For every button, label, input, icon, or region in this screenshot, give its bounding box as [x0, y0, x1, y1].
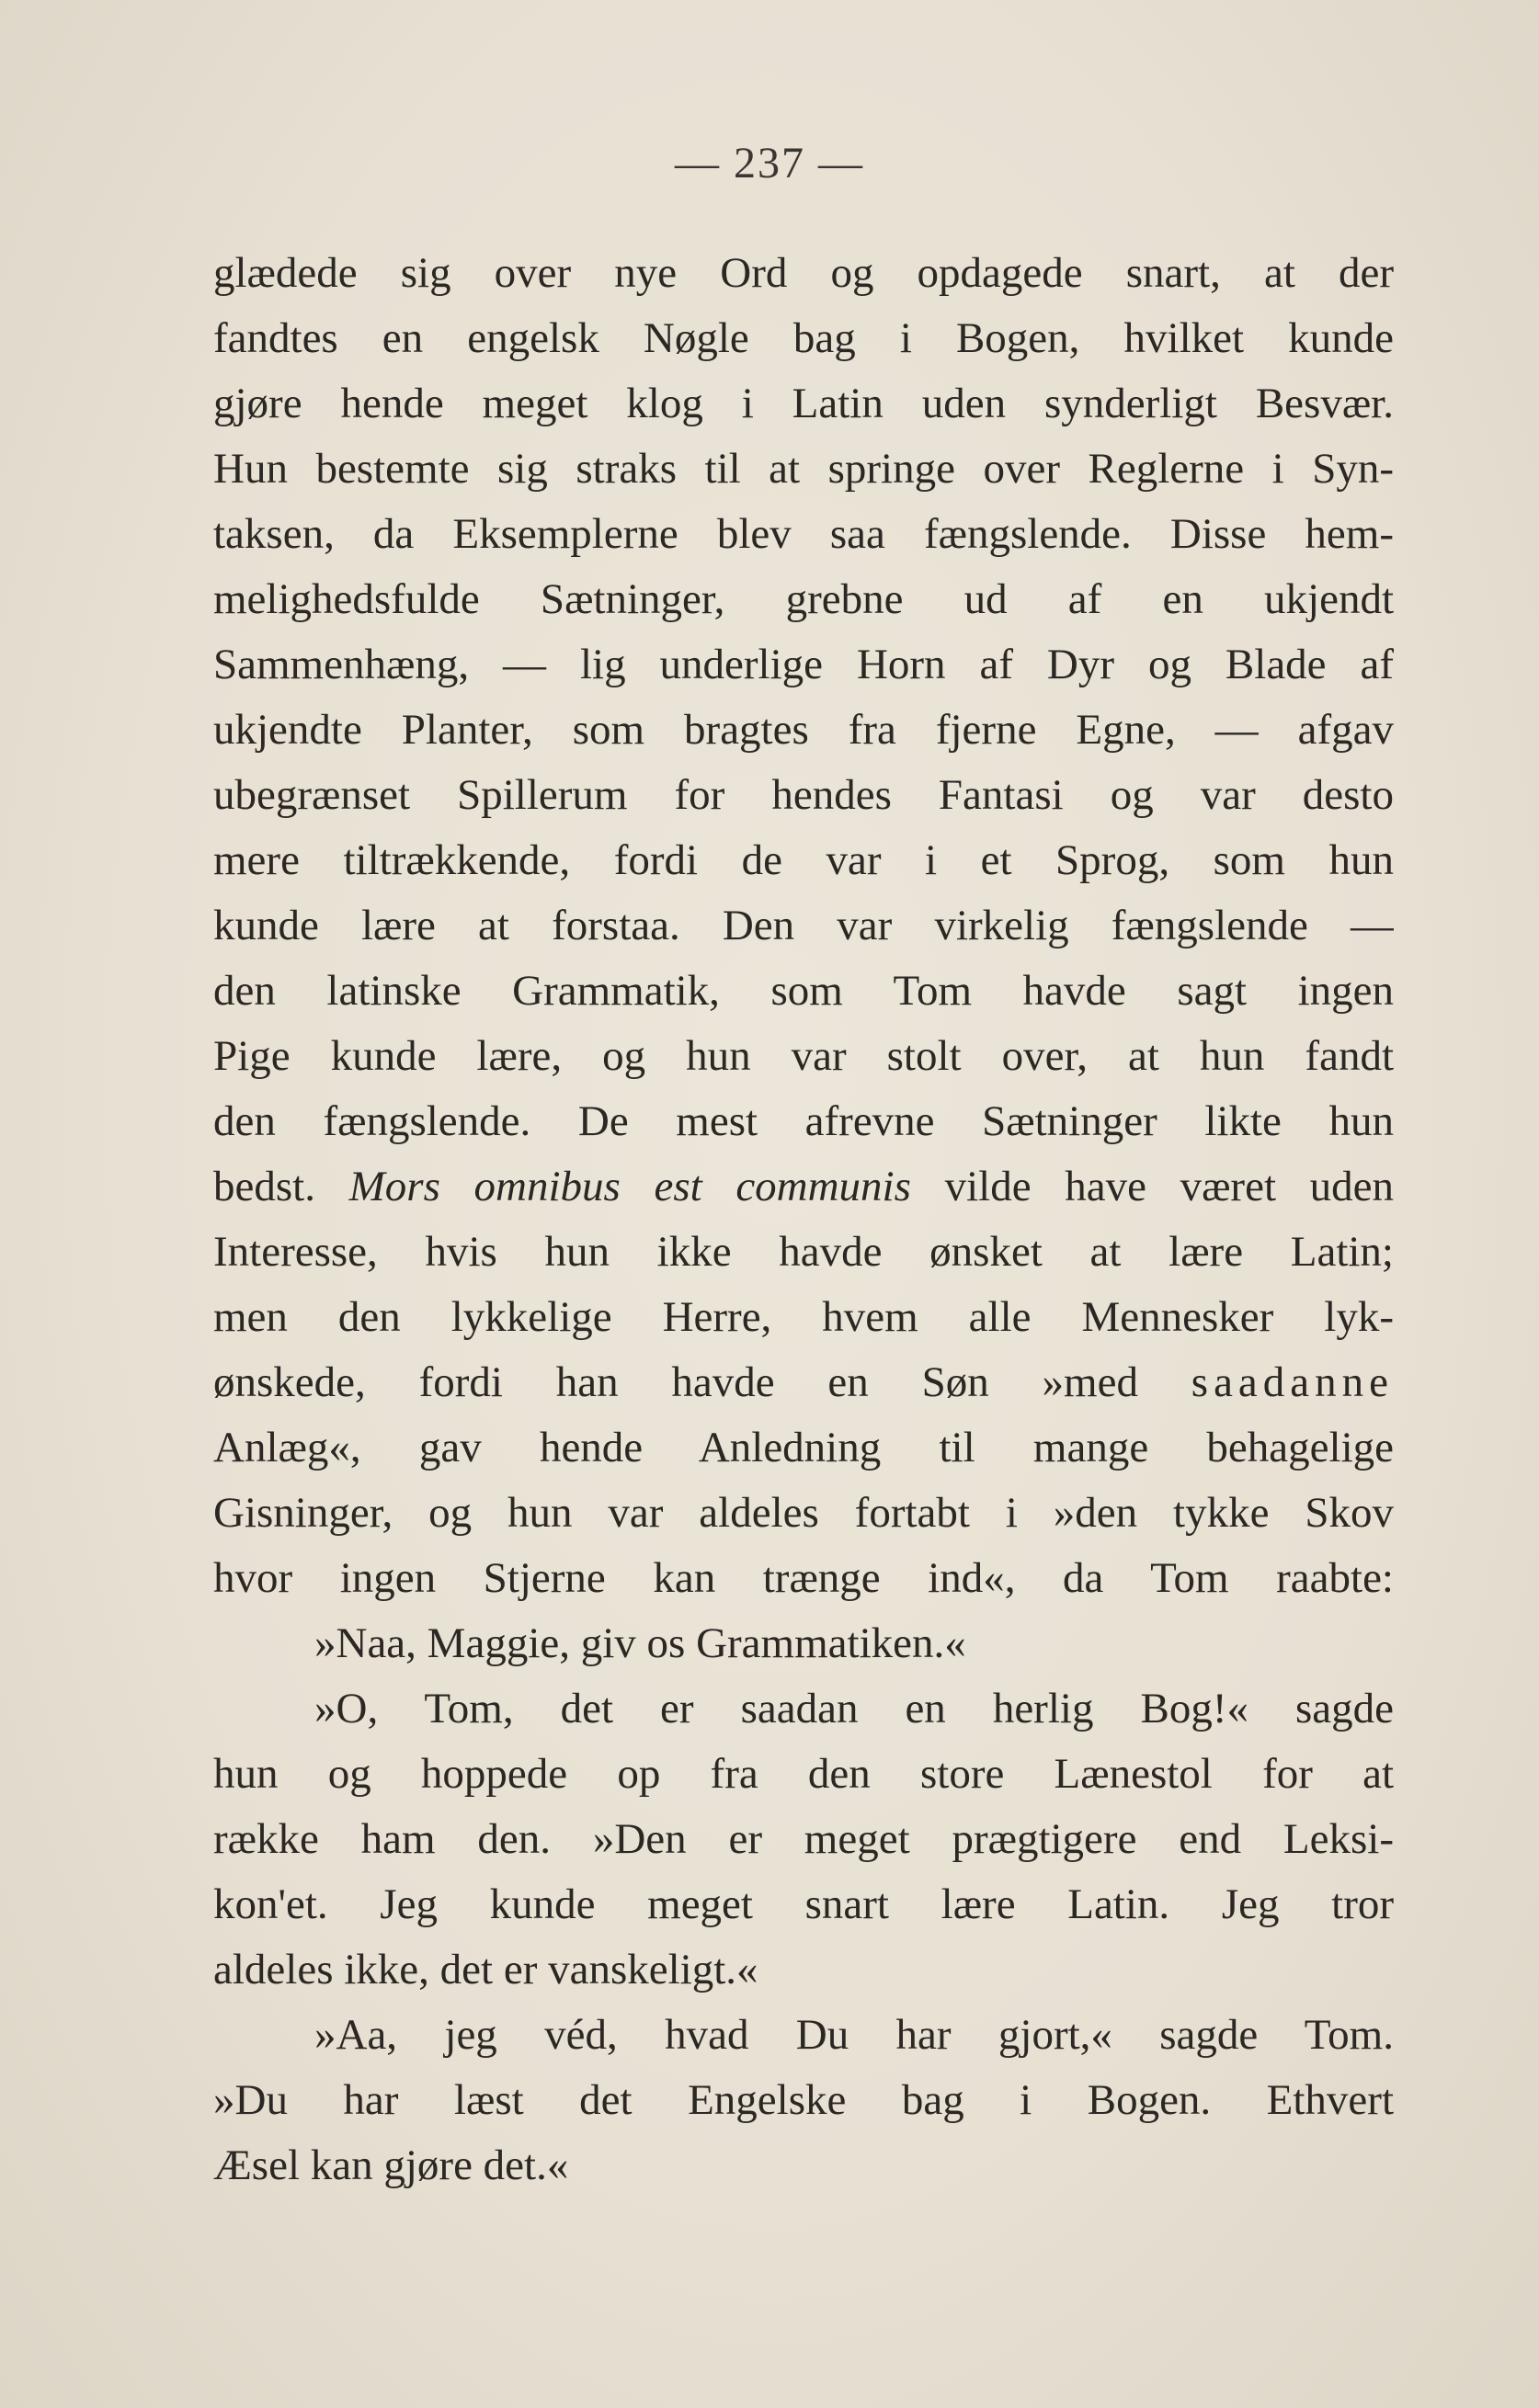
latin-quote: Mors omnibus est communis	[348, 1163, 911, 1210]
emphasized-word: saadanne	[1191, 1358, 1394, 1406]
text-line: Gisninger, og hun var aldeles fortabt i »den tykke Skov	[213, 1489, 1394, 1537]
text-line: »Du har læst det Engelske bag i Bogen. Ethvert	[213, 2076, 1394, 2124]
text-line: hvor ingen Stjerne kan trænge ind«, da Tom raabte:	[213, 1554, 1394, 1602]
text-line: Hun bestemte sig straks til at springe over Reglerne i Syn-	[213, 445, 1394, 493]
body-text	[213, 241, 1394, 2198]
text-line: »Aa, jeg véd, hvad Du har gjort,« sagde Tom.	[314, 2011, 1394, 2059]
text-line: Interesse, hvis hun ikke havde ønsket at lære Latin;	[213, 1228, 1394, 1276]
text-line: Sammenhæng, — lig underlige Horn af Dyr og Blade af	[213, 641, 1394, 688]
text-line: ubegrænset Spillerum for hendes Fantasi og var desto	[213, 771, 1394, 819]
text-line: kon'et. Jeg kunde meget snart lære Latin. Jeg tror	[213, 1880, 1394, 1928]
text-line: ønskede, fordi han havde en Søn »med saadanne	[213, 1358, 1394, 1406]
text-line: hun og hoppede op fra den store Lænestol for at	[213, 1750, 1394, 1798]
text-line: Æsel kan gjøre det.«	[213, 2141, 569, 2189]
text-line: »Naa, Maggie, giv os Grammatiken.«	[314, 1619, 966, 1667]
text-line: den latinske Grammatik, som Tom havde sagt ingen	[213, 967, 1394, 1015]
text-line: aldeles ikke, det er vanskeligt.«	[213, 1946, 758, 1993]
text-line: mere tiltrækkende, fordi de var i et Sprog, som hun	[213, 836, 1394, 884]
page-number: — 237 —	[675, 139, 864, 187]
text-line: Anlæg«, gav hende Anledning til mange behagelige	[213, 1424, 1394, 1471]
text-line: ukjendte Planter, som bragtes fra fjerne Egne, — afgav	[213, 706, 1394, 754]
text-line: kunde lære at forstaa. Den var virkelig fængslende —	[213, 902, 1394, 949]
text-line: »O, Tom, det er saadan en herlig Bog!« sagde	[314, 1685, 1394, 1732]
text-line: glædede sig over nye Ord og opdagede snart, at der	[213, 249, 1394, 297]
text-line: gjøre hende meget klog i Latin uden synderligt Besvær.	[213, 380, 1394, 427]
text-line: række ham den. »Den er meget prægtigere end Leksi-	[213, 1815, 1394, 1863]
text-line: men den lykkelige Herre, hvem alle Mennesker lyk-	[213, 1293, 1394, 1341]
text-line: taksen, da Eksemplerne blev saa fængslende. Disse hem-	[213, 510, 1394, 558]
text-line: melighedsfulde Sætninger, grebne ud af en ukjendt	[213, 575, 1394, 623]
text-line: den fængslende. De mest afrevne Sætninger likte hun	[213, 1097, 1394, 1145]
text-line: Pige kunde lære, og hun var stolt over, at hun fandt	[213, 1032, 1394, 1080]
text-line: bedst. Mors omnibus est communis vilde have været uden	[213, 1163, 1394, 1210]
text-line: fandtes en engelsk Nøgle bag i Bogen, hvilket kunde	[213, 314, 1394, 362]
